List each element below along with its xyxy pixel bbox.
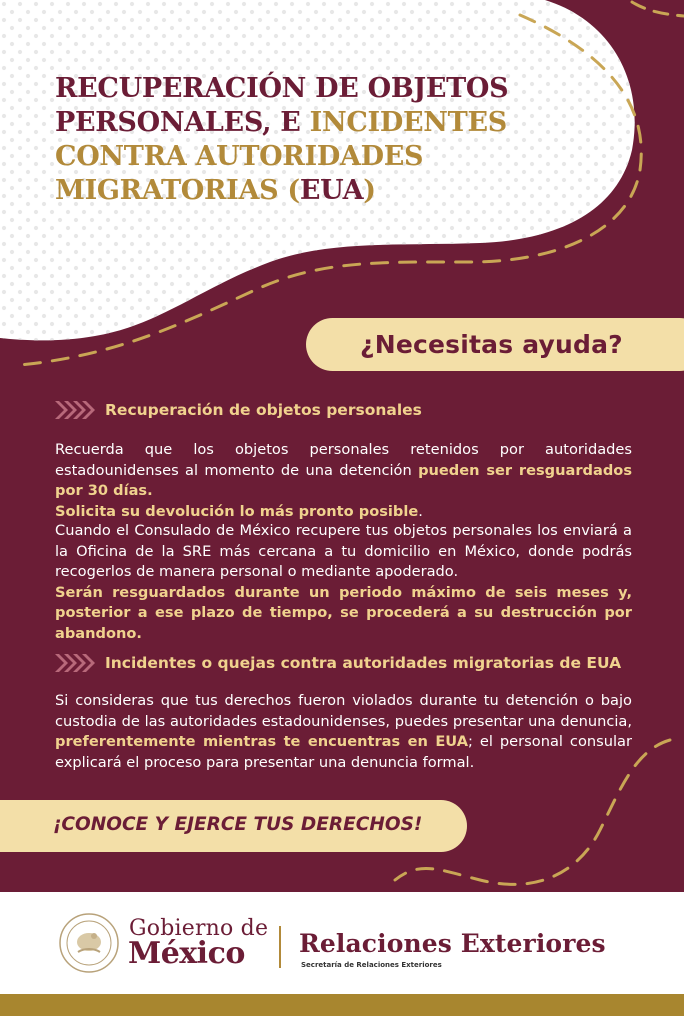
complaints-paragraph: Si consideras que tus derechos fueron violados durante tu detención o bajo custodia de las autoridades estadounidenses, puedes presentar una denuncia, preferentemente mientras te encuentras en EUA; el personal consular explicará el proceso para presentar una denuncia formal. xyxy=(55,692,632,771)
chevrons-icon xyxy=(55,399,97,421)
coat-of-arms-icon xyxy=(58,912,120,974)
sre-logo-subtitle: Secretaría de Relaciones Exteriores xyxy=(301,961,442,969)
gov-logo-line2: México xyxy=(128,936,245,971)
chevrons-icon xyxy=(55,652,97,674)
recovery-paragraph-2: Cuando el Consulado de México recupere tus objetos personales los enviará a la Oficina de la SRE más cercana a tu domicilio en México, donde podrás recogerlos de manera personal o mediante apoderado. Serán resguardados durante un periodo máximo de seis meses y, posterior a ese plazo de tiempo, se procederá a su destrucción por abandono. xyxy=(55,522,632,642)
page-title: RECUPERACIÓN DE OBJETOS PERSONALES, E INCIDENTES CONTRA AUTORIDADES MIGRATORIAS (EUA) xyxy=(55,73,509,206)
sre-logo-title: Relaciones Exteriores xyxy=(299,929,606,958)
section-heading-recovery: Recuperación de objetos personales xyxy=(105,401,422,419)
help-banner-label: ¿Necesitas ayuda? xyxy=(360,330,623,359)
bottom-bar xyxy=(0,994,684,1016)
gov-logo-line1: Gobierno de xyxy=(129,916,269,941)
recovery-paragraph-1: Recuerda que los objetos personales retenidos por autoridades estadounidenses al momento de una detención pueden ser resguardados por 30 días. Solicita su devolución lo más pronto posible. xyxy=(55,441,633,520)
logo-divider xyxy=(279,926,281,968)
cta-banner-label: ¡CONOCE Y EJERCE TUS DERECHOS! xyxy=(53,814,423,835)
section-heading-complaints: Incidentes o quejas contra autoridades migratorias de EUA xyxy=(105,654,622,672)
dashed-path-corner xyxy=(632,2,684,16)
